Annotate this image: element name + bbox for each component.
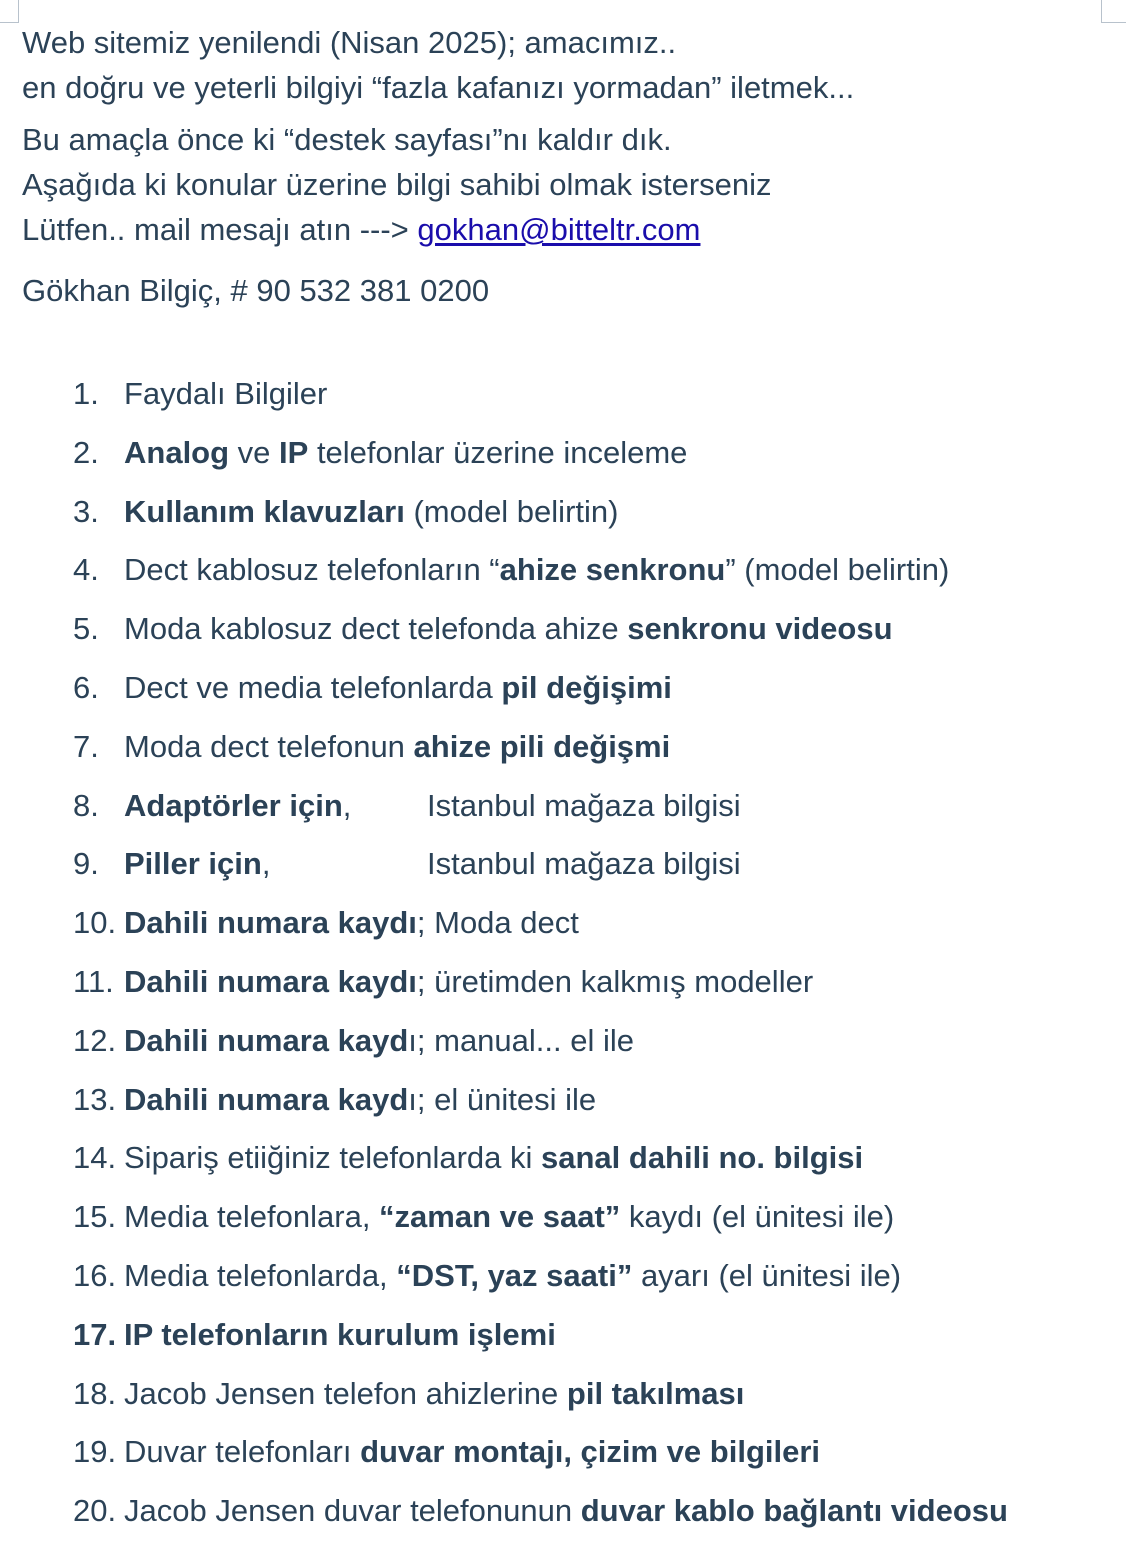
topic-bold-text: Dahili numara kaydı: [124, 963, 417, 999]
list-item-text: [124, 1482, 1008, 1541]
topic-bold-text: duvar montajı, çizim ve bilgileri: [360, 1434, 821, 1470]
topic-text: Sipariş etiiğiniz telefonlarda ki: [124, 1140, 541, 1176]
topic-text: kaydı (el ünitesi ile): [620, 1199, 895, 1235]
list-item: [0, 718, 1126, 777]
topic-bold-text: “zaman ve saat”: [379, 1199, 621, 1235]
topic-text: ı; el ünitesi ile: [408, 1081, 597, 1117]
topic-text: ” (model belirtin): [725, 552, 950, 588]
topic-text: ayarı (el ünitesi ile): [632, 1257, 902, 1293]
topic-list: [0, 365, 1126, 1541]
list-item: [0, 1071, 1126, 1130]
topic-text: ,: [261, 846, 271, 882]
topic-bold-text: Dahili numara kaydı: [124, 905, 417, 941]
topic-text: (model belirtin): [404, 493, 619, 529]
topic-text: ; Moda dect: [416, 905, 579, 941]
topic-bold-text: Dahili numara kayd: [124, 1081, 409, 1117]
list-item-text: [124, 659, 672, 718]
list-item: [0, 541, 1126, 600]
intro-line-4: Aşağıda ki konular üzerine bilgi sahibi olmak isterseniz: [22, 167, 772, 202]
list-number: 12.: [73, 1022, 117, 1058]
topic-text: ve: [229, 434, 280, 470]
intro-line-2: en doğru ve yeterli bilgiyi “fazla kafanızı yormadan” iletmek...: [22, 70, 855, 105]
email-link[interactable]: gokhan@bitteltr.com: [417, 212, 701, 247]
list-number: 5.: [73, 611, 99, 647]
list-number: 4.: [73, 552, 99, 588]
topic-text: ,: [342, 787, 352, 823]
topic-text: Dect kablosuz telefonların “: [124, 552, 500, 588]
list-number: 18.: [73, 1375, 117, 1411]
topic-text: Moda dect telefonun: [124, 728, 414, 764]
list-item: [0, 483, 1126, 542]
list-item-text: [124, 365, 327, 424]
topic-text: Dect ve media telefonlarda: [124, 669, 502, 705]
list-number: 15.: [73, 1199, 117, 1235]
mail-prompt-text: Lütfen.. mail mesajı atın --->: [22, 212, 418, 247]
list-item-text: [124, 1129, 863, 1188]
list-number: 3.: [73, 493, 99, 529]
topic-bold-text: Piller için: [124, 846, 262, 882]
topic-bold-text: duvar kablo bağlantı videosu: [580, 1493, 1008, 1529]
list-number: 17.: [73, 1316, 117, 1352]
topic-text: telefonlar üzerine inceleme: [308, 434, 688, 470]
list-item: [0, 953, 1126, 1012]
topic-text: Faydalı Bilgiler: [124, 376, 328, 411]
list-item-text: [124, 483, 618, 542]
list-number: 20.: [73, 1493, 117, 1529]
store-info-text: Istanbul mağaza bilgisi: [427, 787, 741, 823]
topic-text: Media telefonlarda,: [124, 1257, 397, 1293]
list-item-text: [124, 424, 687, 483]
list-number: 8.: [73, 787, 99, 823]
topic-text: Duvar telefonları: [124, 1434, 361, 1470]
intro-line-3: Bu amaçla önce ki “destek sayfası”nı kaldır dık.: [22, 122, 672, 157]
list-number: 7.: [73, 728, 99, 764]
topic-bold-text: ahize pili değişmi: [413, 728, 671, 764]
list-number: 9.: [73, 846, 99, 882]
list-item: [0, 1423, 1126, 1482]
store-info-text: Istanbul mağaza bilgisi: [427, 846, 741, 882]
list-item-text: [124, 835, 741, 894]
list-item-text: [124, 600, 893, 659]
list-number: 6.: [73, 669, 99, 705]
list-item-text: [124, 718, 670, 777]
list-item: [0, 424, 1126, 483]
contact-info: Gökhan Bilgiç, # 90 532 381 0200: [22, 273, 490, 308]
topic-bold-text: Adaptörler için: [124, 787, 343, 823]
list-item-text: [124, 1071, 596, 1130]
topic-bold-text: sanal dahili no. bilgisi: [541, 1140, 864, 1176]
list-item: [0, 1188, 1126, 1247]
page-corner-mark-right: [1101, 0, 1126, 23]
topic-tab-column: [124, 835, 427, 894]
topic-bold-text: pil değişimi: [501, 669, 672, 705]
topic-text: ; üretimden kalkmış modeller: [416, 963, 814, 999]
list-item-text: [124, 1012, 634, 1071]
intro-line-5: [22, 207, 1102, 252]
list-item-text: [124, 541, 949, 600]
topic-text: Media telefonlara,: [124, 1199, 380, 1235]
page-corner-mark-left: [0, 0, 19, 23]
list-item-text: [124, 953, 813, 1012]
list-item: [0, 1012, 1126, 1071]
list-item: [0, 1306, 1126, 1365]
list-item-text: [124, 1365, 744, 1424]
topic-text: Moda kablosuz dect telefonda ahize: [124, 611, 628, 647]
topic-text: Jacob Jensen telefon ahizlerine: [124, 1375, 567, 1411]
list-item: [0, 1482, 1126, 1541]
topic-bold-text: senkronu videosu: [627, 611, 893, 647]
list-item: [0, 1129, 1126, 1188]
list-number: 2.: [73, 434, 99, 470]
list-number: 16.: [73, 1257, 117, 1293]
list-number: 19.: [73, 1434, 117, 1470]
list-item: [0, 1365, 1126, 1424]
list-item: [0, 659, 1126, 718]
list-item: [0, 835, 1126, 894]
list-item: [0, 600, 1126, 659]
list-number: 10.: [73, 905, 117, 941]
list-number: 14.: [73, 1140, 117, 1176]
list-item: [0, 1247, 1126, 1306]
topic-tab-column: [124, 777, 427, 836]
topic-bold-text: pil takılması: [566, 1375, 745, 1411]
topic-text: ı; manual... el ile: [408, 1022, 634, 1058]
list-item-text: [124, 894, 579, 953]
list-item: [0, 777, 1126, 836]
list-number: 13.: [73, 1081, 117, 1117]
topic-bold-text: IP telefonların kurulum işlemi: [124, 1316, 556, 1352]
topic-bold-text: Analog: [124, 434, 230, 470]
list-item: [0, 894, 1126, 953]
intro-line-1: Web sitemiz yenilendi (Nisan 2025); amacımız..: [22, 25, 677, 60]
list-item-text: [124, 1247, 901, 1306]
list-number: 11.: [73, 963, 114, 999]
list-item-text: [124, 777, 741, 836]
topic-bold-text: Kullanım klavuzları: [124, 493, 405, 529]
topic-text: Jacob Jensen duvar telefonunun: [124, 1493, 581, 1529]
list-number: 1.: [73, 376, 99, 411]
topic-bold-text: “DST, yaz saati”: [396, 1257, 633, 1293]
list-item-text: [124, 1423, 820, 1482]
list-item-text: [124, 1306, 556, 1365]
list-item-text: [124, 1188, 894, 1247]
topic-bold-text: IP: [279, 434, 309, 470]
topic-bold-text: Dahili numara kayd: [124, 1022, 409, 1058]
intro-section: [22, 20, 1102, 313]
topic-bold-text: ahize senkronu: [499, 552, 726, 588]
list-item: [0, 365, 1126, 424]
